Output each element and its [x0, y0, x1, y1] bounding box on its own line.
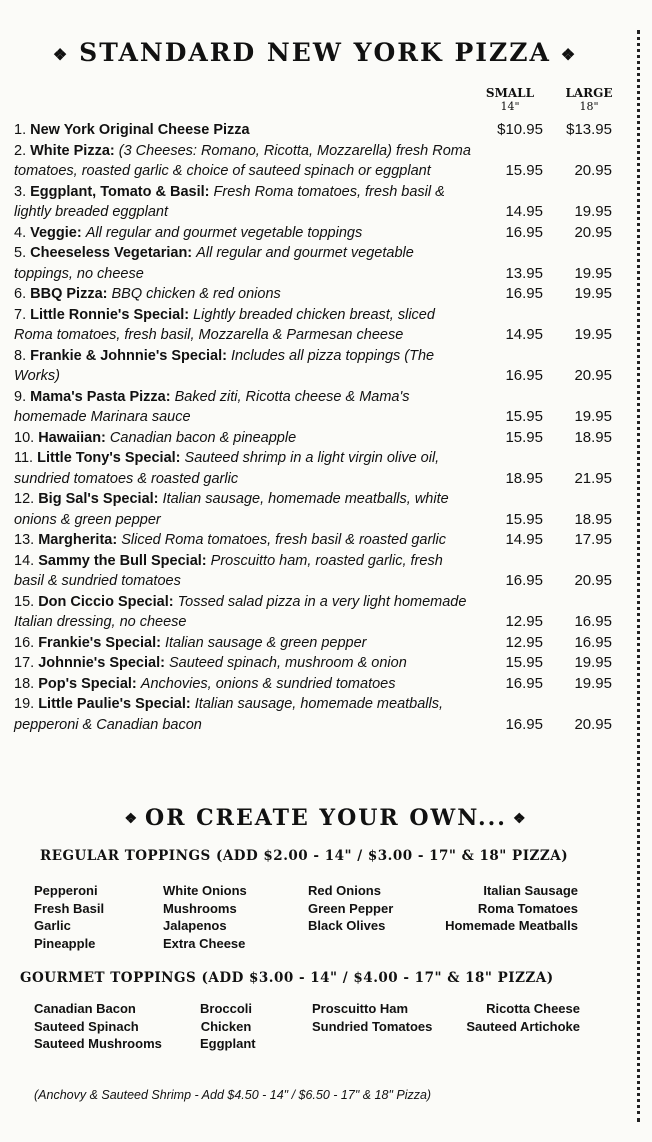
regular-col-1: [34, 882, 104, 952]
item-number: 14.: [14, 552, 35, 569]
topping-item: Eggplant: [200, 1036, 256, 1051]
item-number: 13.: [14, 532, 35, 548]
topping-item: Black Olives: [308, 918, 386, 933]
item-number: 7.: [14, 306, 27, 323]
item-name: Frankie's Special:: [38, 634, 161, 651]
price-large: 19.95: [574, 285, 612, 302]
item-description: BBQ chicken & red onions: [111, 286, 281, 302]
gourmet-col-1: [34, 1000, 162, 1053]
topping-item: Italian Sausage: [483, 883, 578, 898]
extra-toppings-note: (Anchovy & Sauteed Shrimp - Add $4.50 - 14" / $6.50 - 17" & 18" Pizza): [34, 1088, 432, 1102]
topping-item: Pineapple: [34, 935, 96, 951]
topping-item: Garlic: [34, 918, 71, 933]
menu-item: [14, 305, 614, 346]
item-number: 19.: [14, 696, 35, 712]
topping-item: Red Onions: [308, 883, 381, 898]
price-small: 15.95: [505, 162, 543, 179]
price-small: 18.95: [505, 469, 543, 487]
topping-item: Mushrooms: [163, 900, 237, 916]
large-label: LARGE: [565, 86, 613, 100]
topping-item: Roma Tomatoes: [477, 900, 578, 916]
diamond-star-icon: ❖: [512, 811, 528, 827]
gourmet-col-2: [200, 1000, 256, 1053]
topping-item: Pepperoni: [34, 883, 98, 898]
price-large: 19.95: [574, 264, 612, 282]
item-name: Sammy the Bull Special:: [38, 552, 207, 569]
price-large: 20.95: [574, 572, 612, 589]
dotted-border: [637, 30, 640, 1122]
price-large: 21.95: [574, 469, 612, 487]
menu-item: [14, 633, 614, 654]
gourmet-toppings-heading: GOURMET TOPPINGS (ADD $3.00 - 14" / $4.00 - 17" & 18" PIZZA): [20, 970, 554, 986]
menu-item: [14, 448, 614, 489]
menu-item: [14, 674, 614, 695]
menu-title-text: STANDARD NEW YORK PIZZA: [79, 38, 551, 67]
topping-item: Sauteed Spinach: [34, 1018, 139, 1034]
item-name: Frankie & Johnnie's Special:: [30, 347, 227, 364]
item-name: BBQ Pizza:: [30, 286, 108, 302]
price-large: 18.95: [574, 428, 612, 446]
item-name: Eggplant, Tomato & Basil:: [30, 183, 210, 200]
price-small: 16.95: [505, 285, 543, 302]
price-small: $10.95: [497, 121, 543, 138]
item-name: Don Ciccio Special:: [38, 593, 174, 610]
item-name: White Pizza:: [30, 142, 115, 159]
menu-item: [14, 223, 614, 244]
item-name: Mama's Pasta Pizza:: [30, 388, 171, 405]
menu-item: [14, 592, 614, 633]
regular-col-2: [163, 882, 247, 952]
item-name: Cheeseless Vegetarian:: [30, 245, 193, 261]
item-number: 16.: [14, 634, 35, 651]
create-title-text: OR CREATE YOUR OWN...: [145, 805, 507, 831]
item-number: 15.: [14, 593, 35, 610]
price-small: 16.95: [505, 223, 543, 241]
price-small: 15.95: [505, 428, 543, 446]
price-large: 16.95: [574, 613, 612, 630]
diamond-star-icon: ❖: [124, 811, 140, 827]
item-description: Proscuitto ham, roasted garlic, fresh basil & sundried tomatoes: [14, 552, 443, 589]
topping-item: Sauteed Artichoke: [466, 1018, 580, 1034]
item-name: Johnnie's Special:: [38, 655, 165, 671]
small-label: SMALL: [485, 86, 535, 100]
item-description: Anchovies, onions & sundried tomatoes: [140, 675, 396, 692]
menu-item: [14, 141, 614, 182]
item-number: 5.: [14, 245, 27, 261]
large-size: 18": [579, 100, 599, 113]
topping-item: Jalapenos: [163, 918, 227, 933]
item-name: Big Sal's Special:: [38, 491, 159, 507]
item-number: 8.: [14, 347, 27, 364]
item-number: 10.: [14, 429, 35, 446]
topping-item: Fresh Basil: [34, 900, 105, 916]
item-description: Sauteed spinach, mushroom & onion: [168, 655, 407, 671]
menu-item: [14, 489, 614, 530]
price-large: 20.95: [574, 715, 612, 733]
price-small: 15.95: [505, 654, 543, 671]
price-large: 19.95: [574, 203, 612, 220]
item-description: Sliced Roma tomatoes, fresh basil & roasted garlic: [121, 532, 446, 548]
topping-item: Homemade Meatballs: [445, 918, 578, 933]
menu-item: [14, 346, 614, 387]
price-large: 16.95: [574, 633, 612, 651]
menu-item: [14, 551, 614, 592]
regular-toppings-heading: REGULAR TOPPINGS (ADD $2.00 - 14" / $3.00 - 17" & 18" PIZZA): [40, 848, 569, 864]
price-small: 14.95: [505, 531, 543, 548]
item-number: 11.: [14, 450, 34, 466]
item-number: 9.: [14, 388, 27, 405]
price-small: 12.95: [505, 633, 543, 651]
item-number: 6.: [14, 286, 27, 302]
item-description: Canadian bacon & pineapple: [109, 429, 297, 446]
item-description: Italian sausage, homemade meatballs, pepperoni & Canadian bacon: [14, 696, 444, 733]
menu-item: [14, 284, 614, 305]
item-description: All regular and gourmet vegetable toppings: [85, 224, 363, 241]
price-small: 12.95: [505, 613, 543, 630]
item-description: Italian sausage & green pepper: [164, 634, 367, 651]
item-description: Baked ziti, Ricotta cheese & Mama's homemade Marinara sauce: [14, 388, 410, 425]
item-description: Tossed salad pizza in a very light homemade Italian dressing, no cheese: [14, 593, 467, 630]
item-number: 2.: [14, 142, 27, 159]
size-header-large: [558, 86, 620, 114]
diamond-star-icon: ❖: [52, 45, 70, 64]
regular-col-4: [445, 882, 578, 935]
topping-item: Sauteed Mushrooms: [34, 1036, 162, 1051]
price-large: $13.95: [566, 121, 612, 138]
price-large: 19.95: [574, 326, 612, 343]
topping-item: Sundried Tomatoes: [312, 1018, 433, 1034]
item-number: 12.: [14, 491, 35, 507]
price-small: 16.95: [505, 715, 543, 733]
item-description: Sauteed shrimp in a light virgin olive oil, sundried tomatoes & roasted garlic: [14, 450, 440, 487]
price-small: 14.95: [505, 326, 543, 343]
menu-item: [14, 387, 614, 428]
item-name: Veggie:: [30, 224, 82, 241]
topping-item: Broccoli: [200, 1001, 253, 1016]
topping-item: Canadian Bacon: [34, 1001, 136, 1016]
small-size: 14": [500, 100, 520, 113]
price-large: 19.95: [574, 408, 612, 425]
item-description: Fresh Roma tomatoes, fresh basil & lightly breaded eggplant: [14, 183, 445, 220]
item-description: Includes all pizza toppings (The Works): [14, 347, 435, 384]
topping-item: Proscuitto Ham: [312, 1001, 409, 1016]
diamond-star-icon: ❖: [560, 45, 578, 64]
item-description: Italian sausage, homemade meatballs, white onions & green pepper: [14, 491, 449, 528]
item-number: 17.: [14, 655, 35, 671]
menu-item: [14, 182, 614, 223]
item-name: Margherita:: [38, 532, 118, 548]
item-description: Lightly breaded chicken breast, sliced Roma tomatoes, fresh basil, Mozzarella & Parmesan cheese: [14, 306, 435, 343]
menu-item: [14, 530, 614, 551]
price-large: 20.95: [574, 162, 612, 179]
pizza-list: [14, 120, 614, 735]
regular-col-3: [308, 882, 393, 935]
item-description: All regular and gourmet vegetable toppings, no cheese: [14, 245, 414, 282]
price-small: 16.95: [505, 572, 543, 589]
price-large: 19.95: [574, 674, 612, 692]
topping-item: White Onions: [163, 883, 247, 898]
price-small: 16.95: [505, 367, 543, 384]
price-large: 20.95: [574, 367, 612, 384]
price-large: 19.95: [574, 654, 612, 671]
size-header-small: [480, 86, 540, 114]
menu-item: [14, 243, 614, 284]
menu-title: [0, 38, 630, 67]
menu-item: [14, 120, 614, 141]
topping-item: Green Pepper: [308, 900, 394, 916]
menu-item: [14, 653, 614, 674]
gourmet-col-4: [466, 1000, 580, 1035]
price-large: 20.95: [574, 223, 612, 241]
item-name: New York Original Cheese Pizza: [30, 122, 250, 138]
item-number: 4.: [14, 224, 27, 241]
menu-item: [14, 428, 614, 449]
item-number: 18.: [14, 675, 35, 692]
price-small: 13.95: [505, 264, 543, 282]
price-large: 18.95: [574, 510, 612, 528]
price-small: 16.95: [505, 674, 543, 692]
item-name: Hawaiian:: [38, 429, 106, 446]
gourmet-col-3: [312, 1000, 432, 1035]
item-number: 1.: [14, 122, 27, 138]
price-small: 15.95: [505, 510, 543, 528]
price-small: 14.95: [505, 203, 543, 220]
topping-item: Ricotta Cheese: [486, 1001, 580, 1016]
item-number: 3.: [14, 183, 27, 200]
topping-item: Chicken: [200, 1018, 252, 1034]
topping-item: Extra Cheese: [163, 935, 246, 951]
price-small: 15.95: [505, 408, 543, 425]
menu-item: [14, 694, 614, 735]
item-name: Pop's Special:: [38, 675, 137, 692]
item-description: (3 Cheeses: Romano, Ricotta, Mozzarella) fresh Roma tomatoes, roasted garlic & choice of sauteed spinach or eggplant: [14, 142, 471, 179]
create-title: [0, 805, 652, 831]
price-large: 17.95: [574, 531, 612, 548]
item-name: Little Ronnie's Special:: [30, 306, 190, 323]
item-name: Little Tony's Special:: [37, 450, 181, 466]
item-name: Little Paulie's Special:: [38, 696, 191, 712]
